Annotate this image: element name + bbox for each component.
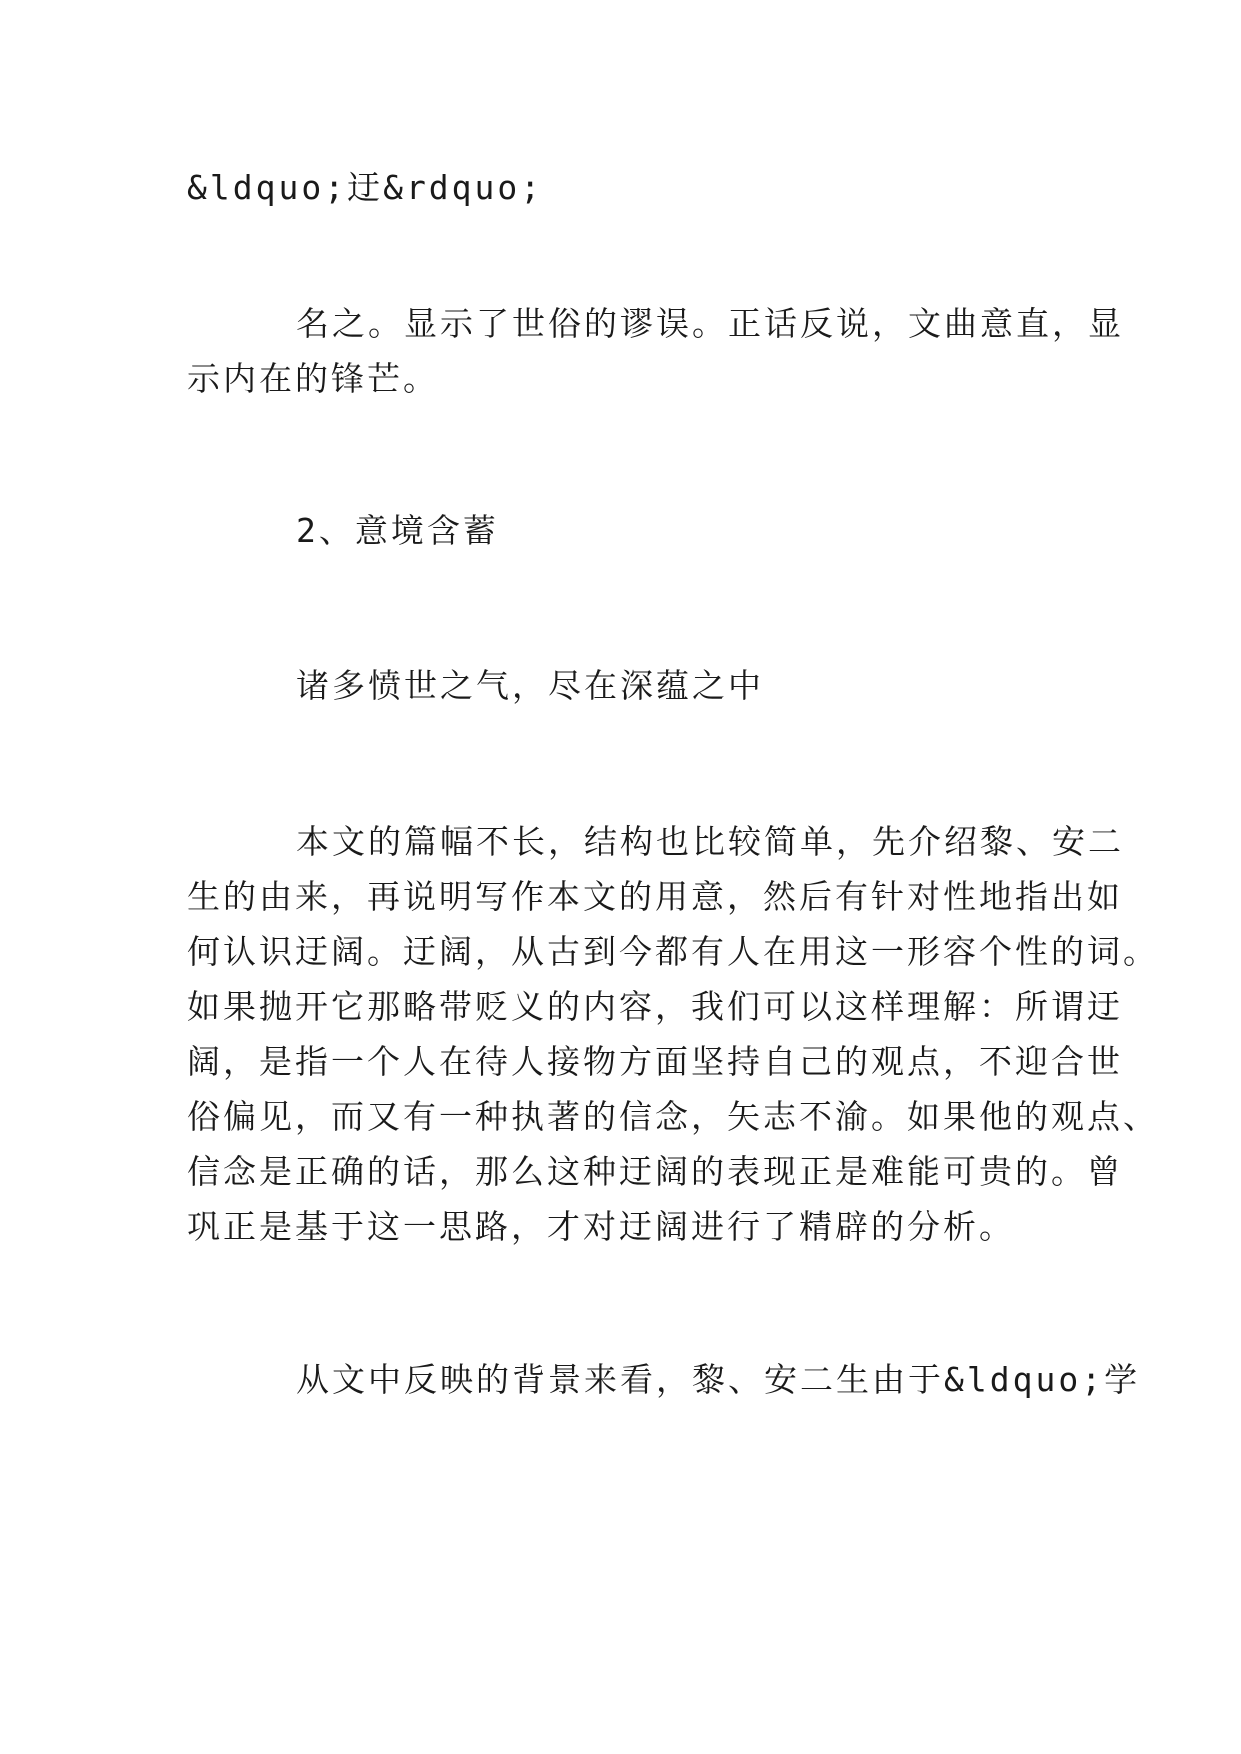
paragraph-2-line-1: 本文的篇幅不长，结构也比较简单，先介绍黎、安二: [296, 822, 1124, 861]
paragraph-1-line-1: 名之。显示了世俗的谬误。正话反说，文曲意直，显: [296, 304, 1124, 343]
section-subheading: 诸多愤世之气，尽在深蕴之中: [296, 666, 764, 705]
paragraph-3-line-1: 从文中反映的背景来看，黎、安二生由于&ldquo;学: [296, 1360, 1141, 1399]
section-heading: 2、意境含蓄: [296, 511, 499, 550]
paragraph-2-line-5: 阔，是指一个人在待人接物方面坚持自己的观点，不迎合世: [187, 1042, 1123, 1081]
paragraph-2-line-8: 巩正是基于这一思路，才对迂阔进行了精辟的分析。: [187, 1207, 1015, 1246]
paragraph-1-line-2: 示内在的锋芒。: [187, 359, 439, 398]
paragraph-2-line-2: 生的由来，再说明写作本文的用意，然后有针对性地指出如: [187, 877, 1123, 916]
paragraph-2-line-6: 俗偏见，而又有一种执著的信念，矢志不渝。如果他的观点、: [187, 1097, 1159, 1136]
paragraph-2-line-7: 信念是正确的话，那么这种迂阔的表现正是难能可贵的。曾: [187, 1152, 1123, 1191]
text-line-quote-fragment: &ldquo;迂&rdquo;: [187, 168, 544, 207]
paragraph-2-line-3: 何认识迂阔。迂阔，从古到今都有人在用这一形容个性的词。: [187, 932, 1159, 971]
paragraph-2-line-4: 如果抛开它那略带贬义的内容，我们可以这样理解：所谓迂: [187, 987, 1123, 1026]
